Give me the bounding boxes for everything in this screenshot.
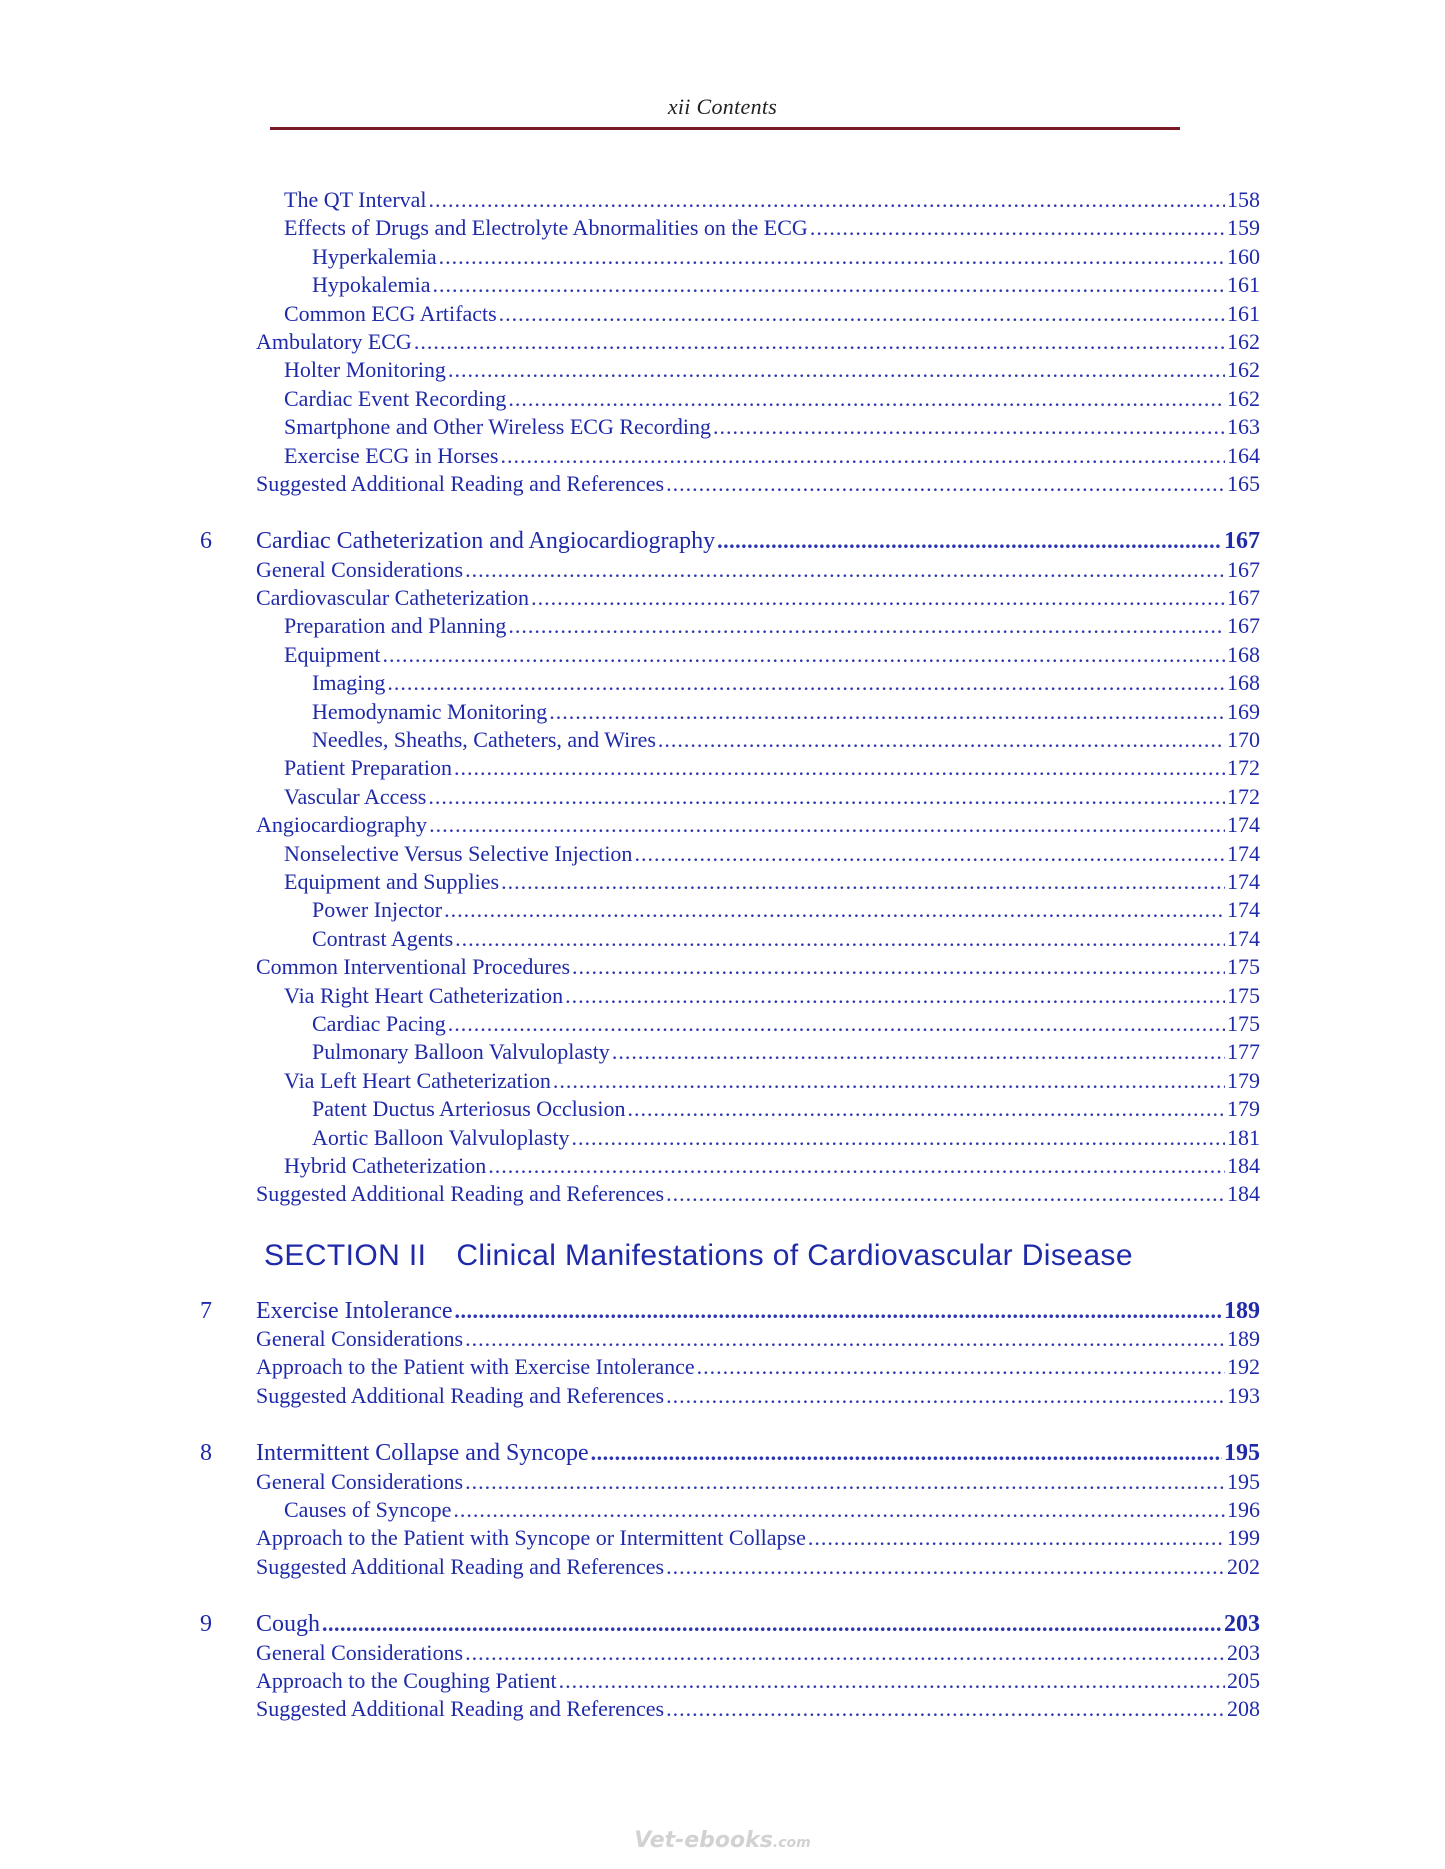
- dot-leader: [429, 186, 1225, 214]
- toc-entry[interactable]: [0, 982, 1445, 1010]
- section-title: Clinical Manifestations of Cardiovascular Disease: [456, 1238, 1133, 1272]
- toc-chapter-row[interactable]: [0, 1297, 1445, 1325]
- toc-entry-line[interactable]: [284, 868, 1260, 896]
- toc-entry-line[interactable]: [312, 1038, 1260, 1066]
- toc-page-number: 162: [1227, 357, 1260, 383]
- dot-leader: [455, 925, 1225, 953]
- toc-entry[interactable]: [0, 1038, 1445, 1066]
- toc-entry[interactable]: [0, 1468, 1445, 1496]
- toc-entry[interactable]: [0, 470, 1445, 498]
- toc-entry-title[interactable]: Patent Ductus Arteriosus Occlusion: [312, 1096, 626, 1122]
- dot-leader: [508, 612, 1225, 640]
- dot-leader: [634, 840, 1225, 868]
- toc-chapter-row[interactable]: [0, 1610, 1445, 1638]
- toc-entry[interactable]: [0, 214, 1445, 242]
- toc-entry[interactable]: [0, 1095, 1445, 1123]
- section-heading-text: [264, 1239, 1133, 1273]
- dot-leader: [553, 1067, 1225, 1095]
- dot-leader: [414, 328, 1225, 356]
- toc-entry[interactable]: [0, 1667, 1445, 1695]
- toc-page-number: 203: [1227, 1639, 1260, 1665]
- dot-leader: [565, 982, 1225, 1010]
- toc-entry-title[interactable]: Cardiac Catheterization and Angiocardiography: [256, 528, 716, 555]
- dot-leader: [429, 811, 1225, 839]
- toc-entry-title[interactable]: Cough: [256, 1611, 321, 1638]
- dot-leader: [549, 698, 1225, 726]
- toc-entry-line[interactable]: [256, 1180, 1260, 1208]
- toc-spacer: [0, 1581, 1445, 1610]
- toc-entry-title[interactable]: Intermittent Collapse and Syncope: [256, 1440, 589, 1467]
- watermark-tld: .com: [772, 1835, 811, 1851]
- dot-leader: [697, 1353, 1225, 1381]
- toc-entry-title[interactable]: Ambulatory ECG: [256, 328, 412, 354]
- toc-entry-line[interactable]: [312, 271, 1260, 299]
- toc-entry[interactable]: [0, 612, 1445, 640]
- toc-entry-line[interactable]: [256, 1297, 1260, 1325]
- toc-entry-title[interactable]: Smartphone and Other Wireless ECG Recording: [284, 414, 712, 440]
- toc-entry-line[interactable]: [312, 1095, 1260, 1123]
- toc-page-number: 203: [1224, 1611, 1260, 1638]
- toc-entry[interactable]: [0, 1325, 1445, 1353]
- toc-chapter-row[interactable]: [0, 527, 1445, 555]
- toc-page-number: 196: [1227, 1497, 1260, 1523]
- dot-leader: [500, 442, 1225, 470]
- dot-leader: [508, 385, 1225, 413]
- toc-page-number: 165: [1227, 470, 1260, 496]
- chapter-number: 6: [200, 528, 212, 555]
- dot-leader: [465, 1639, 1225, 1667]
- toc-page-number: 160: [1227, 243, 1260, 269]
- toc-page-number: 208: [1227, 1696, 1260, 1722]
- toc-entry-title[interactable]: Suggested Additional Reading and References: [256, 1181, 665, 1207]
- toc-entry[interactable]: [0, 413, 1445, 441]
- toc-entry-line[interactable]: [256, 328, 1260, 356]
- toc-page-number: 158: [1227, 187, 1260, 212]
- toc-entry-line[interactable]: [284, 754, 1260, 782]
- dot-leader: [453, 1496, 1225, 1524]
- toc-entry-title[interactable]: Suggested Additional Reading and References: [256, 470, 665, 496]
- toc-entry[interactable]: [0, 556, 1445, 584]
- toc-entry-line[interactable]: [256, 1639, 1260, 1667]
- toc-entry[interactable]: [0, 300, 1445, 328]
- toc-entry[interactable]: [0, 243, 1445, 271]
- toc-spacer: [0, 498, 1445, 527]
- toc-entry-line[interactable]: [284, 982, 1260, 1010]
- dot-leader: [810, 214, 1225, 242]
- toc-entry-title[interactable]: Hemodynamic Monitoring: [312, 698, 548, 724]
- table-of-contents: [0, 186, 1445, 1724]
- toc-entry-title[interactable]: Holter Monitoring: [284, 357, 446, 383]
- toc-entry[interactable]: [0, 271, 1445, 299]
- toc-entry-line[interactable]: [312, 243, 1260, 271]
- toc-entry-line[interactable]: [256, 1468, 1260, 1496]
- toc-entry[interactable]: [0, 641, 1445, 669]
- toc-entry-title[interactable]: Hyperkalemia: [312, 243, 437, 269]
- toc-page-number: 174: [1227, 868, 1260, 894]
- toc-entry[interactable]: [0, 896, 1445, 924]
- toc-entry-line[interactable]: [284, 1152, 1260, 1180]
- toc-entry-title[interactable]: Needles, Sheaths, Catheters, and Wires: [312, 727, 656, 753]
- toc-entry-line[interactable]: [256, 1353, 1260, 1381]
- dot-leader: [658, 726, 1225, 754]
- dot-leader: [666, 470, 1225, 498]
- toc-entry[interactable]: [0, 953, 1445, 981]
- toc-entry[interactable]: [0, 1496, 1445, 1524]
- dot-leader: [444, 896, 1225, 924]
- toc-entry-title[interactable]: Common ECG Artifacts: [284, 300, 497, 326]
- toc-page-number: 175: [1227, 982, 1260, 1008]
- toc-page-number: 167: [1224, 528, 1260, 555]
- toc-entry[interactable]: [0, 1353, 1445, 1381]
- chapter-number: 8: [200, 1440, 212, 1467]
- toc-entry[interactable]: [0, 840, 1445, 868]
- dot-leader: [572, 953, 1225, 981]
- section-heading: [0, 1229, 1445, 1297]
- toc-page-number: 189: [1227, 1326, 1260, 1352]
- toc-entry-line[interactable]: [284, 300, 1260, 328]
- toc-page-number: 167: [1227, 585, 1260, 611]
- toc-entry-title[interactable]: General Considerations: [256, 556, 464, 582]
- toc-entry-line[interactable]: [284, 214, 1260, 242]
- toc-page-number: 162: [1227, 385, 1260, 411]
- toc-entry[interactable]: [0, 1180, 1445, 1208]
- toc-entry[interactable]: [0, 698, 1445, 726]
- toc-entry-line[interactable]: [312, 1010, 1260, 1038]
- toc-entry-title[interactable]: Exercise Intolerance: [256, 1297, 453, 1324]
- toc-entry-line[interactable]: [256, 1325, 1260, 1353]
- dot-leader: [501, 868, 1225, 896]
- toc-page-number: 161: [1227, 272, 1260, 298]
- dot-leader: [455, 1297, 1222, 1325]
- chapter-number: 7: [200, 1297, 212, 1324]
- toc-entry[interactable]: [0, 1152, 1445, 1180]
- toc-entry-line[interactable]: [284, 840, 1260, 868]
- toc-page-number: 205: [1227, 1667, 1260, 1693]
- toc-entry-line[interactable]: [284, 186, 1260, 214]
- toc-page-number: 177: [1227, 1039, 1260, 1065]
- toc-entry-line[interactable]: [256, 953, 1260, 981]
- dot-leader: [499, 300, 1225, 328]
- toc-entry-line[interactable]: [312, 925, 1260, 953]
- toc-entry-line[interactable]: [256, 1695, 1260, 1723]
- dot-leader: [666, 1695, 1225, 1723]
- toc-entry-line[interactable]: [284, 413, 1260, 441]
- toc-entry[interactable]: [0, 726, 1445, 754]
- dot-leader: [713, 413, 1225, 441]
- toc-page-number: 195: [1227, 1468, 1260, 1494]
- toc-page-number: 167: [1227, 613, 1260, 639]
- toc-entry-line[interactable]: [256, 1667, 1260, 1695]
- toc-entry[interactable]: [0, 385, 1445, 413]
- dot-leader: [808, 1524, 1225, 1552]
- toc-entry-title[interactable]: Common Interventional Procedures: [256, 954, 571, 980]
- dot-leader: [571, 1124, 1225, 1152]
- toc-entry-title[interactable]: Approach to the Coughing Patient: [256, 1667, 557, 1693]
- dot-leader: [448, 1010, 1225, 1038]
- toc-page-number: 184: [1227, 1181, 1260, 1207]
- toc-entry-title[interactable]: Causes of Syncope: [284, 1497, 452, 1523]
- toc-entry-line[interactable]: [256, 584, 1260, 612]
- toc-entry-line[interactable]: [284, 783, 1260, 811]
- toc-entry-title[interactable]: Angiocardiography: [256, 812, 428, 838]
- dot-leader: [465, 1325, 1225, 1353]
- toc-entry-line[interactable]: [256, 1524, 1260, 1552]
- toc-page-number: 189: [1224, 1297, 1260, 1324]
- toc-entry[interactable]: [0, 1524, 1445, 1552]
- dot-leader: [488, 1152, 1225, 1180]
- toc-entry-title[interactable]: Power Injector: [312, 897, 443, 923]
- toc-entry-title[interactable]: Approach to the Patient with Syncope or Intermittent Collapse: [256, 1525, 806, 1551]
- toc-entry-line[interactable]: [284, 1067, 1260, 1095]
- dot-leader: [666, 1180, 1225, 1208]
- toc-entry-title[interactable]: Contrast Agents: [312, 925, 454, 951]
- toc-entry-title[interactable]: Patient Preparation: [284, 755, 453, 781]
- dot-leader: [383, 641, 1225, 669]
- toc-entry[interactable]: [0, 584, 1445, 612]
- toc-entry-line[interactable]: [284, 442, 1260, 470]
- toc-page-number: 169: [1227, 698, 1260, 724]
- toc-page-number: 161: [1227, 300, 1260, 326]
- toc-entry[interactable]: [0, 1067, 1445, 1095]
- toc-page-number: 179: [1227, 1067, 1260, 1093]
- toc-entry-title[interactable]: The QT Interval: [284, 187, 427, 212]
- toc-page-number: 195: [1224, 1440, 1260, 1467]
- toc-entry-title[interactable]: Equipment and Supplies: [284, 868, 500, 894]
- toc-page-number: 179: [1227, 1096, 1260, 1122]
- toc-page-number: 168: [1227, 670, 1260, 696]
- toc-page-number: 175: [1227, 1010, 1260, 1036]
- toc-spacer: [0, 1410, 1445, 1439]
- toc-entry-title[interactable]: Suggested Additional Reading and References: [256, 1382, 665, 1408]
- dot-leader: [559, 1667, 1225, 1695]
- toc-entry-title[interactable]: Cardiovascular Catheterization: [256, 585, 530, 611]
- toc-entry-line[interactable]: [284, 612, 1260, 640]
- toc-entry-title[interactable]: General Considerations: [256, 1639, 464, 1665]
- dot-leader: [666, 1553, 1225, 1581]
- toc-entry-title[interactable]: Imaging: [312, 670, 386, 696]
- toc-page-number: 193: [1227, 1382, 1260, 1408]
- toc-page-number: 172: [1227, 783, 1260, 809]
- toc-entry[interactable]: [0, 1695, 1445, 1723]
- dot-leader: [428, 783, 1225, 811]
- toc-entry-title[interactable]: Preparation and Planning: [284, 613, 507, 639]
- toc-entry-title[interactable]: Exercise ECG in Horses: [284, 442, 499, 468]
- toc-entry[interactable]: [0, 1010, 1445, 1038]
- dot-leader: [591, 1439, 1222, 1467]
- toc-entry-line[interactable]: [284, 641, 1260, 669]
- toc-entry-title[interactable]: Hybrid Catheterization: [284, 1152, 487, 1178]
- toc-page-number: 174: [1227, 897, 1260, 923]
- dot-leader: [465, 556, 1225, 584]
- toc-entry-line[interactable]: [256, 811, 1260, 839]
- toc-entry-line[interactable]: [312, 1124, 1260, 1152]
- toc-entry-title[interactable]: General Considerations: [256, 1468, 464, 1494]
- chapter-number: 9: [200, 1611, 212, 1638]
- toc-entry[interactable]: [0, 356, 1445, 384]
- toc-entry-title[interactable]: Approach to the Patient with Exercise Intolerance: [256, 1354, 695, 1380]
- toc-page-number: 202: [1227, 1553, 1260, 1579]
- toc-entry-line[interactable]: [256, 556, 1260, 584]
- toc-page-number: 174: [1227, 812, 1260, 838]
- toc-chapter-row[interactable]: [0, 1439, 1445, 1467]
- toc-entry-line[interactable]: [312, 896, 1260, 924]
- toc-entry[interactable]: [0, 868, 1445, 896]
- dot-leader: [717, 527, 1222, 555]
- toc-page-number: 174: [1227, 925, 1260, 951]
- toc-entry[interactable]: [0, 754, 1445, 782]
- dot-leader: [439, 243, 1225, 271]
- toc-entry[interactable]: [0, 328, 1445, 356]
- dot-leader: [612, 1038, 1225, 1066]
- toc-entry-title[interactable]: Pulmonary Balloon Valvuloplasty: [312, 1039, 610, 1065]
- toc-entry-line[interactable]: [312, 698, 1260, 726]
- toc-entry[interactable]: [0, 186, 1445, 214]
- toc-page-number: 199: [1227, 1525, 1260, 1551]
- toc-page-number: 181: [1227, 1124, 1260, 1150]
- toc-entry-title[interactable]: Equipment: [284, 641, 381, 667]
- toc-page-number: 170: [1227, 727, 1260, 753]
- toc-entry-line[interactable]: [256, 527, 1260, 555]
- toc-entry[interactable]: [0, 783, 1445, 811]
- toc-entry-line[interactable]: [256, 1610, 1260, 1638]
- toc-entry-line[interactable]: [256, 1439, 1260, 1467]
- toc-entry-title[interactable]: Suggested Additional Reading and References: [256, 1696, 665, 1722]
- toc-entry-title[interactable]: Cardiac Event Recording: [284, 385, 507, 411]
- toc-entry-title[interactable]: Hypokalemia: [312, 272, 431, 298]
- toc-page-number: 167: [1227, 556, 1260, 582]
- toc-entry-line[interactable]: [312, 726, 1260, 754]
- toc-entry[interactable]: [0, 669, 1445, 697]
- toc-entry[interactable]: [0, 1382, 1445, 1410]
- toc-page-number: 192: [1227, 1354, 1260, 1380]
- toc-page-number: 164: [1227, 442, 1260, 468]
- toc-page-number: 162: [1227, 328, 1260, 354]
- section-label: SECTION II: [264, 1238, 427, 1272]
- toc-page-number: 175: [1227, 954, 1260, 980]
- dot-leader: [666, 1382, 1225, 1410]
- running-head: xii Contents: [667, 94, 778, 119]
- toc-entry-title[interactable]: Vascular Access: [284, 783, 427, 809]
- toc-entry-title[interactable]: Suggested Additional Reading and References: [256, 1553, 665, 1579]
- dot-leader: [627, 1095, 1225, 1123]
- dot-leader: [465, 1468, 1225, 1496]
- toc-entry-title[interactable]: Nonselective Versus Selective Injection: [284, 840, 633, 866]
- toc-entry-title[interactable]: Via Right Heart Catheterization: [284, 982, 564, 1008]
- dot-leader: [454, 754, 1225, 782]
- watermark-logo: [0, 1828, 1445, 1853]
- toc-entry-line[interactable]: [312, 669, 1260, 697]
- toc-page-number: 174: [1227, 840, 1260, 866]
- toc-entry-title[interactable]: General Considerations: [256, 1326, 464, 1352]
- dot-leader: [322, 1610, 1222, 1638]
- toc-entry[interactable]: [0, 1553, 1445, 1581]
- toc-entry-line[interactable]: [256, 470, 1260, 498]
- toc-entry[interactable]: [0, 1124, 1445, 1152]
- toc-entry-line[interactable]: [256, 1382, 1260, 1410]
- toc-entry-title[interactable]: Via Left Heart Catheterization: [284, 1067, 551, 1093]
- toc-page-number: 184: [1227, 1152, 1260, 1178]
- toc-entry-title[interactable]: Aortic Balloon Valvuloplasty: [312, 1124, 570, 1150]
- toc-entry-line[interactable]: [284, 1496, 1260, 1524]
- toc-entry-line[interactable]: [256, 1553, 1260, 1581]
- toc-entry-line[interactable]: [284, 385, 1260, 413]
- toc-entry[interactable]: [0, 811, 1445, 839]
- dot-leader: [433, 271, 1225, 299]
- dot-leader: [387, 669, 1225, 697]
- toc-entry[interactable]: [0, 442, 1445, 470]
- dot-leader: [448, 356, 1225, 384]
- watermark-text: Vet-ebooks: [634, 1828, 773, 1853]
- toc-entry[interactable]: [0, 925, 1445, 953]
- toc-entry-line[interactable]: [284, 356, 1260, 384]
- toc-page-number: 172: [1227, 755, 1260, 781]
- toc-entry-title[interactable]: Cardiac Pacing: [312, 1010, 446, 1036]
- toc-entry[interactable]: [0, 1639, 1445, 1667]
- toc-entry-title[interactable]: Effects of Drugs and Electrolyte Abnormalities on the ECG: [284, 215, 808, 241]
- toc-page-number: 159: [1227, 215, 1260, 241]
- toc-page-number: 163: [1227, 414, 1260, 440]
- header-rule: [270, 127, 1180, 130]
- dot-leader: [531, 584, 1225, 612]
- toc-page-number: 168: [1227, 641, 1260, 667]
